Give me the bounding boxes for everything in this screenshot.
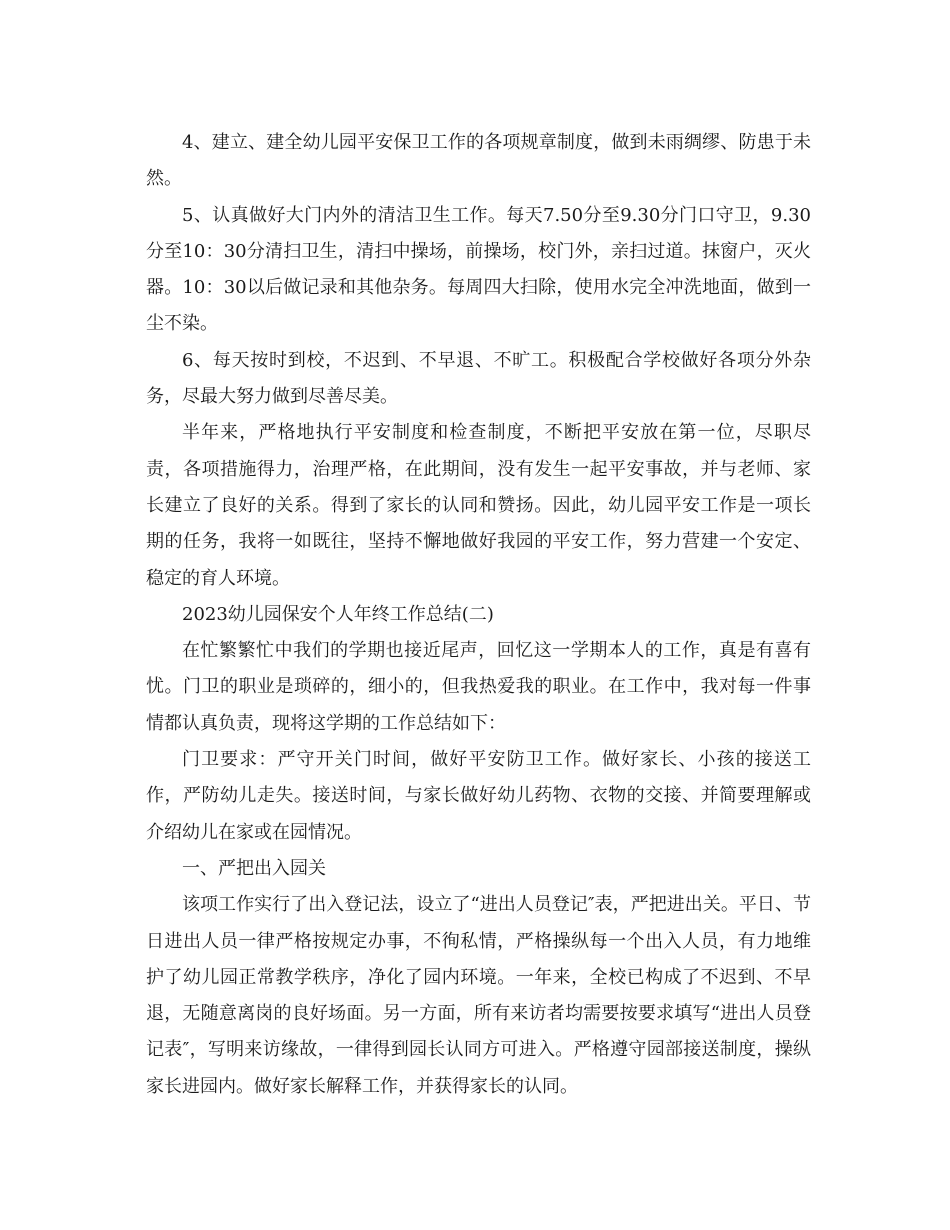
paragraph-half-year-summary: 半年来，严格地执行平安制度和检查制度，不断把平安放在第一位，尽职尽责，各项措施得力，治理严格，在此期间，没有发生一起平安事故，并与老师、家长建立了良好的关系。得到了家长的认同和赞扬。因此，幼儿园平安工作是一项长期的任务，我将一如既往，坚持不懈地做好我园的平安工作，努力营建一个安定、稳定的育人环境。: [146, 422, 811, 589]
section-title: 2023幼儿园保安个人年终工作总结(二): [182, 603, 494, 625]
paragraph-item-5: 5、认真做好大门内外的清洁卫生工作。每天7.50分至9.30分门口守卫，9.30分至10：30分清扫卫生，清扫中操场，前操场，校门外，亲扫过道。抹窗户，灭火器。10：30以后做记录和其他杂务。每周四大扫除，使用水完全冲洗地面，做到一尘不染。: [146, 204, 811, 335]
paragraph-item-6: 6、每天按时到校，不迟到、不早退、不旷工。积极配合学校做好各项分外杂务，尽最大努力做到尽善尽美。: [146, 349, 811, 408]
paragraph-intro: 在忙繁繁忙中我们的学期也接近尾声，回忆这一学期本人的工作，真是有喜有忧。门卫的职业是琐碎的，细小的，但我热爱我的职业。在工作中，我对每一件事情都认真负责，现将这学期的工作总结如下：: [146, 640, 811, 734]
paragraph-entry-control: 该项工作实行了出入登记法，设立了“进出人员登记″表，严把进出关。平日、节日进出人员一律严格按规定办事，不徇私情，严格操纵每一个出入人员，有力地维护了幼儿园正常教学秩序，净化了园内环境。一年来，全校已构成了不迟到、不早退，无随意离岗的良好场面。另一方面，所有来访者均需要按要求填写“进出人员登记表″，写明来访缘故，一律得到园长认同方可进入。严格遵守园部接送制度，操纵家长进园内。做好家长解释工作，并获得家长的认同。: [146, 894, 811, 1097]
subsection-heading: 一、严把出入园关: [182, 857, 326, 879]
paragraph-item-4: 4、建立、建全幼儿园平安保卫工作的各项规章制度，做到未雨绸缪、防患于未然。: [146, 132, 811, 190]
document-body: [146, 125, 811, 1105]
paragraph-gatekeeper-requirements: 门卫要求：严守开关门时间，做好平安防卫工作。做好家长、小孩的接送工作，严防幼儿走失。接送时间，与家长做好幼儿药物、衣物的交接、并简要理解或介绍幼儿在家或在园情况。: [146, 749, 811, 843]
